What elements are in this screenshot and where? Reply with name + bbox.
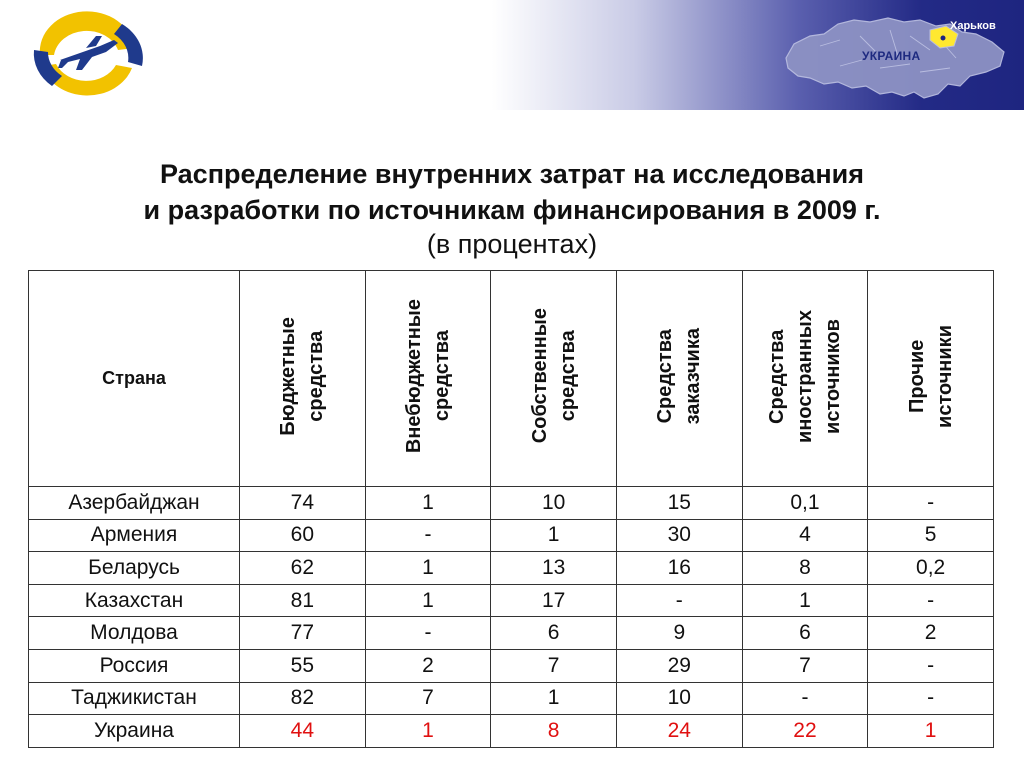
financing-table (28, 270, 994, 748)
value-cell: 1 (365, 487, 491, 520)
country-cell: Казахстан (29, 584, 240, 617)
column-header-label-line: средства (556, 330, 579, 422)
value-cell: 77 (240, 617, 366, 650)
column-header-label-line: иностранных (793, 309, 816, 443)
column-header-3 (491, 271, 617, 487)
value-cell: 0,1 (742, 487, 868, 520)
table-row (29, 487, 994, 520)
value-cell: - (868, 487, 994, 520)
country-cell: Таджикистан (29, 682, 240, 715)
country-cell: Беларусь (29, 552, 240, 585)
value-cell: 0,2 (868, 552, 994, 585)
column-header-label (526, 308, 582, 443)
value-cell: 22 (742, 715, 868, 748)
column-header-label (651, 328, 707, 424)
value-cell: 13 (491, 552, 617, 585)
value-cell: 10 (491, 487, 617, 520)
title-subtitle: (в процентах) (426, 229, 598, 259)
table-body (29, 487, 994, 748)
value-cell: 60 (240, 519, 366, 552)
column-header-label (274, 317, 330, 436)
country-label: УКРАИНА (862, 49, 921, 63)
column-header-4 (616, 271, 742, 487)
value-cell: - (616, 584, 742, 617)
value-cell: 8 (491, 715, 617, 748)
value-cell: 1 (742, 584, 868, 617)
value-cell: 8 (742, 552, 868, 585)
column-header-label (903, 325, 959, 428)
value-cell: 81 (240, 584, 366, 617)
table-row (29, 715, 994, 748)
column-header-label-line: заказчика (682, 327, 705, 425)
country-cell: Россия (29, 649, 240, 682)
value-cell: - (868, 584, 994, 617)
value-cell: 82 (240, 682, 366, 715)
value-cell: 7 (491, 649, 617, 682)
value-cell: 1 (365, 715, 491, 748)
value-cell: 5 (868, 519, 994, 552)
value-cell: 15 (616, 487, 742, 520)
value-cell: 30 (616, 519, 742, 552)
value-cell: - (868, 682, 994, 715)
column-header-label-line: Прочие (905, 339, 928, 413)
column-header-label-line: средства (430, 330, 453, 422)
value-cell: 10 (616, 682, 742, 715)
value-cell: 4 (742, 519, 868, 552)
financing-table-wrapper (28, 270, 994, 748)
column-header-label-line: Бюджетные (277, 316, 300, 436)
value-cell: 17 (491, 584, 617, 617)
value-cell: 1 (491, 682, 617, 715)
value-cell: 44 (240, 715, 366, 748)
country-cell: Азербайджан (29, 487, 240, 520)
airplane-logo-icon (22, 10, 152, 100)
value-cell: - (365, 617, 491, 650)
value-cell: 2 (868, 617, 994, 650)
value-cell: 7 (742, 649, 868, 682)
column-header-label-line: Собственные (528, 308, 551, 444)
value-cell: 1 (365, 584, 491, 617)
value-cell: 29 (616, 649, 742, 682)
column-header-label-line: Внебюджетные (402, 298, 425, 454)
value-cell: 24 (616, 715, 742, 748)
column-header-6 (868, 271, 994, 487)
table-row (29, 552, 994, 585)
value-cell: - (742, 682, 868, 715)
column-header-1 (240, 271, 366, 487)
value-cell: 55 (240, 649, 366, 682)
country-cell: Молдова (29, 617, 240, 650)
column-header-label-line: источники (933, 324, 956, 428)
value-cell: 62 (240, 552, 366, 585)
value-cell: 74 (240, 487, 366, 520)
value-cell: 6 (742, 617, 868, 650)
table-header-row (29, 271, 994, 487)
column-header-label (400, 299, 456, 453)
table-row (29, 649, 994, 682)
table-row (29, 519, 994, 552)
value-cell: 6 (491, 617, 617, 650)
column-header-label (763, 310, 847, 443)
column-header-5 (742, 271, 868, 487)
column-header-label-line: средства (305, 330, 328, 422)
column-header-label-line: Средства (654, 328, 677, 424)
value-cell: 2 (365, 649, 491, 682)
city-label: Харьков (950, 20, 996, 32)
value-cell: - (365, 519, 491, 552)
title-line-1: Распределение внутренних затрат на исследования (160, 159, 864, 189)
table-row (29, 584, 994, 617)
country-cell: Украина (29, 715, 240, 748)
title-line-2: и разработки по источникам финансирования в 2009 г. (143, 195, 881, 225)
value-cell: 9 (616, 617, 742, 650)
column-header-2 (365, 271, 491, 487)
table-row (29, 682, 994, 715)
value-cell: 7 (365, 682, 491, 715)
value-cell: 1 (491, 519, 617, 552)
value-cell: 16 (616, 552, 742, 585)
column-header-label-line: источников (821, 318, 844, 434)
table-row (29, 617, 994, 650)
value-cell: - (868, 649, 994, 682)
column-header-label-line: Средства (765, 328, 788, 424)
value-cell: 1 (365, 552, 491, 585)
country-cell: Армения (29, 519, 240, 552)
column-header-country: Страна (29, 271, 240, 487)
slide-title (0, 156, 1024, 260)
value-cell: 1 (868, 715, 994, 748)
